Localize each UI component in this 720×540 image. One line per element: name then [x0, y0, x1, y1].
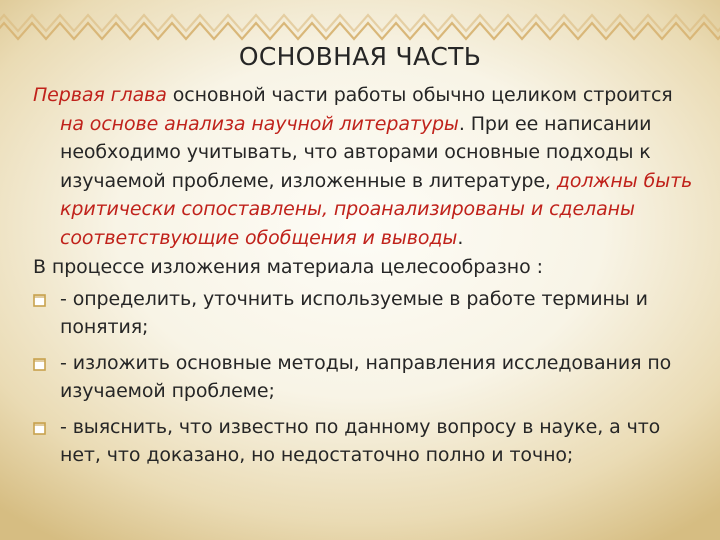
highlight-literature-analysis: на основе анализа научной литературы [60, 112, 459, 135]
paragraph-text: . [457, 226, 464, 249]
list-item-text: - определить, уточнить используемые в работе термины и понятия; [60, 287, 648, 338]
paragraph-text: . При ее написании необходимо учитывать, что авторами основные подходы к изучаемой проблеме, изложенные в литературе, [60, 112, 652, 192]
checkbox-bullet-icon [33, 422, 46, 435]
list-item-text: - изложить основные методы, направления исследования по изучаемой проблеме; [60, 351, 672, 402]
zigzag-ornament [0, 13, 720, 41]
list-item [33, 285, 695, 342]
paragraph-first-chapter [33, 81, 695, 252]
paragraph-text: основной части работы обычно целиком строится [166, 84, 673, 106]
checkbox-bullet-icon [33, 294, 46, 307]
highlight-critical-comparison: должны быть критически сопоставлены, проанализированы и сделаны соответствующие обобщения и выводы [60, 169, 693, 249]
list-item [33, 413, 695, 470]
checkbox-bullet-icon [33, 358, 46, 371]
slide-title: ОСНОВНАЯ ЧАСТЬ [238, 42, 482, 71]
list-item-text: - выяснить, что известно по данному вопросу в науке, а что нет, что доказано, но недостаточно полно и точно; [60, 415, 661, 466]
list-item [33, 349, 695, 406]
highlight-first-chapter: Первая глава [33, 84, 167, 106]
slide-body [33, 81, 695, 470]
paragraph-process: В процессе изложения материала целесообразно : [33, 256, 543, 278]
